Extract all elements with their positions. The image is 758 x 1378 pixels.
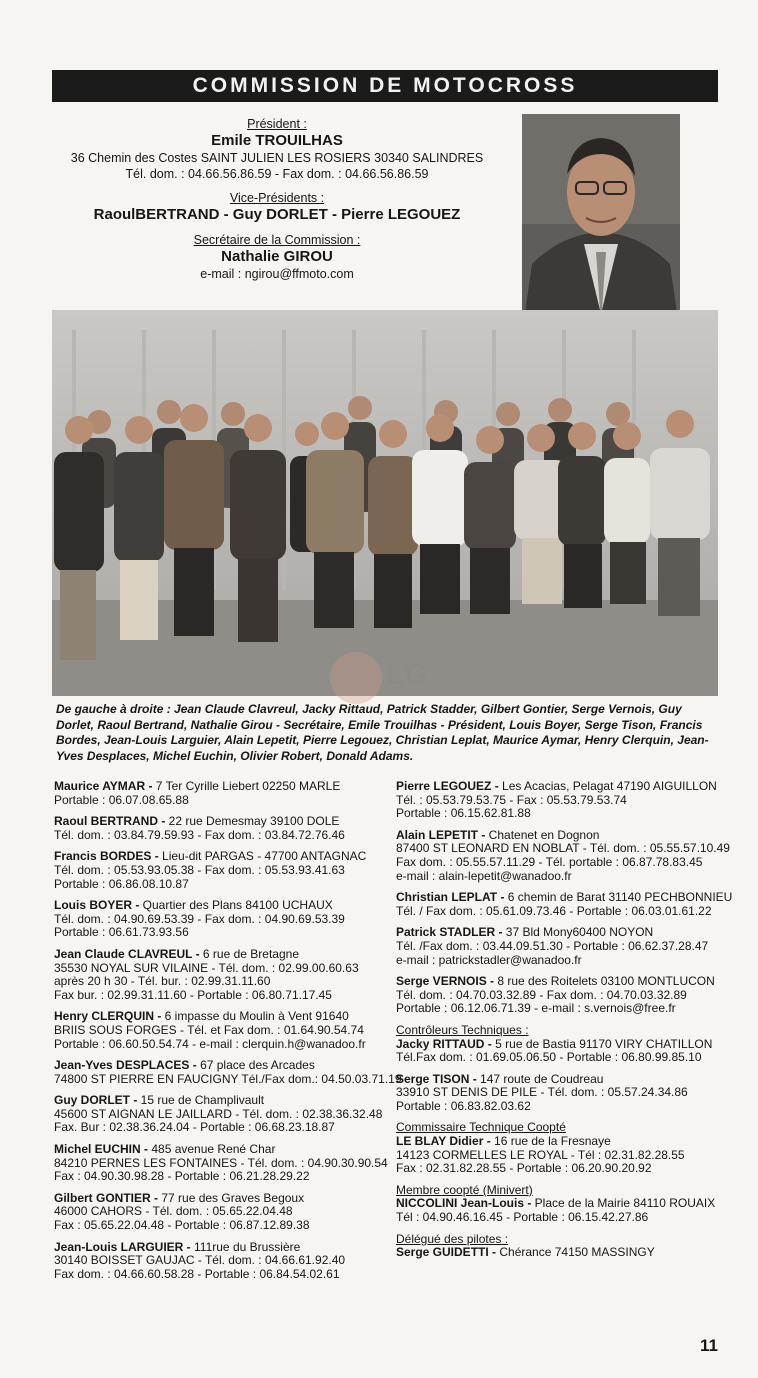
vice-presidents-group [52,190,502,224]
contact-first-line [54,850,384,864]
contact-entry [54,1058,402,1086]
contact-first-line [396,1135,726,1149]
right-contact-column [396,779,733,1268]
section-heading: Contrôleurs Techniques : [396,1022,529,1037]
contact-first-line [396,926,726,940]
contact-name: NICCOLINI Jean-Louis - [396,1196,532,1211]
contact-name: Francis BORDES - [54,849,159,864]
contact-entry [396,1184,726,1225]
president-address: 36 Chemin des Costes SAINT JULIEN LES ROSIERS 30340 SALINDRES [70,151,484,165]
contact-entry [396,1233,726,1260]
contact-first-line [396,1197,726,1211]
contact-first-line [396,975,726,989]
contact-entry [396,890,733,918]
group-photo [52,310,718,696]
section-heading: Commissaire Technique Coopté [396,1120,566,1135]
contact-entry [54,850,384,891]
contact-detail-line: e-mail : patrickstadler@wanadoo.fr [396,952,582,967]
contact-detail-line: Portable : 06.07.08.65.88 [54,792,189,807]
contact-detail-line: Fax. Bur : 02.38.36.24.04 - Portable : 06.68.23.18.87 [54,1120,335,1135]
contact-detail: 22 rue Demesmay 39100 DOLE [165,814,340,829]
contact-detail-line: Tél. dom. : 04.70.03.32.89 - Fax dom. : 04.70.03.32.89 [396,987,687,1002]
contact-detail: Chérance 74150 MASSINGY [496,1245,655,1260]
contact-entry [54,1192,384,1233]
page-number: 11 [700,1336,718,1355]
contact-detail: 77 rue des Graves Begoux [158,1190,305,1205]
secretary-name: Nathalie GIROU [221,248,333,265]
contact-first-line [396,1246,726,1260]
officers-block [52,116,502,290]
contact-detail: 5 rue de Bastia 91170 VIRY CHATILLON [491,1036,713,1051]
secretary-group [52,232,502,282]
contact-detail: 8 rue des Roitelets 03100 MONTLUCON [494,974,715,989]
contact-detail-line: Tél. /Fax dom. : 03.44.09.51.30 - Portable : 06.62.37.28.47 [396,938,709,953]
contact-first-line [396,1038,726,1052]
watermark-logo [316,640,436,706]
contact-detail-line: e-mail : alain-lepetit@wanadoo.fr [396,868,572,883]
contact-detail: 15 rue de Champlivault [137,1093,265,1108]
contact-detail-line: Portable : 06.60.50.54.74 - e-mail : clerquin.h@wanadoo.fr [54,1036,366,1051]
contact-name: Louis BOYER - [54,898,140,913]
contact-detail-line: 74800 ST PIERRE EN FAUCIGNY Tél./Fax dom.: 04.50.03.71.19 [54,1071,402,1086]
section-heading: Délégué des pilotes : [396,1231,509,1246]
contact-name: Michel EUCHIN - [54,1142,149,1157]
contact-name: Serge VERNOIS - [396,974,495,989]
contact-name: Raoul BERTRAND - [54,814,166,829]
portrait-illustration [522,114,680,334]
contact-detail-line: Tél. / Fax dom. : 05.61.09.73.46 - Portable : 06.03.01.61.22 [396,903,712,918]
contact-entry [396,780,726,821]
contact-detail: Les Acacias, Pelagat 47190 AIGUILLON [498,779,717,793]
contact-detail: Chatenet en Dognon [485,827,600,842]
contact-detail-line: Tél : 04.90.46.16.45 - Portable : 06.15.42.27.86 [396,1210,649,1225]
president-portrait [522,114,680,334]
contact-detail-line: BRIIS SOUS FORGES - Tél. et Fax dom. : 01.64.90.54.74 [54,1022,364,1037]
svg-text:LG: LG [386,658,428,691]
secretary-email: e-mail : ngirou@ffmoto.com [200,267,354,281]
contact-detail: 6 rue de Bretagne [199,946,299,961]
president-group [52,116,502,182]
contact-detail-line: Portable : 06.83.82.03.62 [396,1098,531,1113]
contact-detail-line: Fax dom. : 05.55.57.11.29 - Tél. portable : 06.87.78.83.45 [396,854,703,869]
contact-detail-line: 33910 ST DENIS DE PILE - Tél. dom. : 05.57.24.34.86 [396,1085,688,1100]
contact-name: Jean Claude CLAVREUL - [54,946,200,961]
photo-caption: De gauche à droite : Jean Claude Clavreul, Jacky Rittaud, Patrick Stadder, Gilbert Gontier, Serge Vernois, Guy Dorlet, Raoul Bertrand, Nathalie Girou - Secrétaire, Emile Trouilhas - Président, Louis Boyer, Serge Tison, Francis Bordes, Jean-Louis Larguier, Alain Lepetit, Pierre Legouez, Christian Leplat, Maurice Aymar, Henry Clerquin, Jean-Yves Desplaces, Michel Euchin, Olivier Robert, Donald Adams. [56,702,709,763]
left-contact-column [54,779,402,1289]
contact-first-line [54,1143,384,1157]
contact-first-line [396,890,733,905]
contact-detail-line: Fax : 04.90.30.98.28 - Portable : 06.21.28.29.22 [54,1169,310,1184]
contact-detail: 37 Bld Mony60400 NOYON [502,925,654,940]
contact-detail-line: Portable : 06.12.06.71.39 - e-mail : s.vernois@free.fr [396,1001,676,1016]
contact-name: Christian LEPLAT - [396,890,505,905]
contact-name: Alain LEPETIT - [396,827,486,842]
contact-first-line [54,815,384,829]
contact-detail-line: Portable : 06.15.62.81.88 [396,806,531,821]
contact-first-line [396,1073,726,1087]
contact-detail: Place de la Mairie 84110 ROUAIX [531,1196,716,1211]
contact-detail-line: Tél. dom. : 04.90.69.53.39 - Fax dom. : 04.90.69.53.39 [54,911,345,926]
contact-entry [396,1121,726,1175]
contact-detail-line: Portable : 06.86.08.10.87 [54,876,189,891]
contact-first-line [54,1192,384,1206]
contact-detail-line: 14123 CORMELLES LE ROYAL - Tél : 02.31.82.28.55 [396,1147,685,1162]
contact-entry [396,827,730,883]
contact-name: Guy DORLET - [54,1093,138,1108]
contact-name: LE BLAY Didier - [396,1134,491,1149]
contact-entry [54,899,384,940]
contact-detail-line: Fax : 05.65.22.04.48 - Portable : 06.87.12.89.38 [54,1218,310,1233]
contact-first-line [54,948,384,962]
contact-name: Jean-Louis LARGUIER - [54,1239,191,1254]
contact-name: Serge GUIDETTI - [396,1245,497,1260]
contact-name: Jean-Yves DESPLACES - [54,1058,197,1073]
contact-detail-line: Tél. dom. : 03.84.79.59.93 - Fax dom. : 03.84.72.76.46 [54,827,345,842]
contact-first-line [396,780,726,794]
contact-detail: 7 Ter Cyrille Liebert 02250 MARLE [152,779,341,793]
contact-name: Henry CLERQUIN - [54,1009,162,1024]
contact-detail-line: 35530 NOYAL SUR VILAINE - Tél. dom. : 02.99.00.60.63 [54,960,359,975]
contact-detail-line: 87400 ST LEONARD EN NOBLAT - Tél. dom. : 05.55.57.10.49 [396,841,730,856]
vice-presidents-names: RaoulBERTRAND - Guy DORLET - Pierre LEGOUEZ [93,206,461,223]
contact-name: Jacky RITTAUD - [396,1036,492,1051]
contact-first-line [54,1241,384,1255]
contact-detail-line: Tél. dom. : 05.53.93.05.38 - Fax dom. : 05.53.93.41.63 [54,862,345,877]
contact-first-line [54,780,384,794]
contact-entry [396,1073,726,1114]
contact-detail-line: Fax : 02.31.82.28.55 - Portable : 06.20.90.20.92 [396,1161,652,1176]
contact-detail-line: 45600 ST AIGNAN LE JAILLARD - Tél. dom. : 02.38.36.32.48 [54,1106,383,1121]
contact-name: Gilbert GONTIER - [54,1190,159,1205]
president-role: Président : [247,117,307,131]
contact-entry [54,1241,384,1282]
contact-detail: 67 place des Arcades [196,1058,315,1073]
contact-detail: Lieu-dit PARGAS - 47700 ANTAGNAC [158,849,367,864]
contact-detail: 147 route de Coudreau [476,1071,604,1086]
group-photo-illustration [52,310,718,696]
contact-entry [396,975,726,1016]
page-title: COMMISSION DE MOTOCROSS [52,70,718,102]
contact-first-line [54,1059,384,1073]
contact-name: Pierre LEGOUEZ - [396,779,499,793]
contact-detail-line: 30140 BOISSET GAUJAC - Tél. dom. : 04.66.61.92.40 [54,1253,346,1268]
contact-detail: Quartier des Plans 84100 UCHAUX [139,898,333,913]
contact-name: Serge TISON - [396,1071,477,1086]
contact-detail-line: Tél. : 05.53.79.53.75 - Fax : 05.53.79.53.74 [396,792,627,807]
vice-presidents-role: Vice-Présidents : [229,191,325,205]
contact-detail: 16 rue de la Fresnaye [490,1134,611,1149]
contact-name: Patrick STADLER - [396,925,503,940]
contact-detail-line: Fax dom. : 04.66.60.58.28 - Portable : 06.84.54.02.61 [54,1266,340,1281]
contact-detail: 485 avenue René Char [148,1142,276,1157]
contact-detail: 6 impasse du Moulin à Vent 91640 [161,1009,349,1024]
contact-detail-line: Portable : 06.61.73.93.56 [54,925,189,940]
contact-first-line [54,1010,384,1024]
contact-entry [54,1010,384,1051]
contact-entry [396,926,726,967]
contact-detail-line: Fax bur. : 02.99.31.11.60 - Portable : 06.80.71.17.45 [54,987,332,1002]
contact-entry [396,1024,726,1065]
contact-entry [54,1142,388,1184]
contact-detail-line: 84210 PERNES LES FONTAINES - Tél. dom. : 04.90.30.90.54 [54,1155,388,1170]
contact-detail-line: après 20 h 30 - Tél. bur. : 02.99.31.11.60 [54,974,271,989]
contact-first-line [54,899,384,913]
contact-detail: 111rue du Brussière [190,1239,301,1254]
contact-entry [54,815,384,842]
contact-first-line [396,829,726,843]
secretary-role: Secrétaire de la Commission : [193,233,361,247]
president-name: Emile TROUILHAS [211,132,343,149]
section-heading: Membre coopté (Minivert) [396,1182,533,1197]
contact-detail: 6 chemin de Barat 31140 PECHBONNIEU [504,890,733,905]
contact-detail-line: 46000 CAHORS - Tél. dom. : 05.65.22.04.48 [54,1204,293,1219]
contact-name: Maurice AYMAR - [54,779,153,793]
contact-detail-line: Tél.Fax dom. : 01.69.05.06.50 - Portable : 06.80.99.85.10 [396,1050,702,1065]
president-phone: Tél. dom. : 04.66.56.86.59 - Fax dom. : 04.66.56.86.59 [125,167,429,181]
contact-first-line [54,1094,384,1108]
contact-entry [54,780,384,807]
contact-entry [54,1094,384,1135]
contact-entry [54,948,384,1002]
